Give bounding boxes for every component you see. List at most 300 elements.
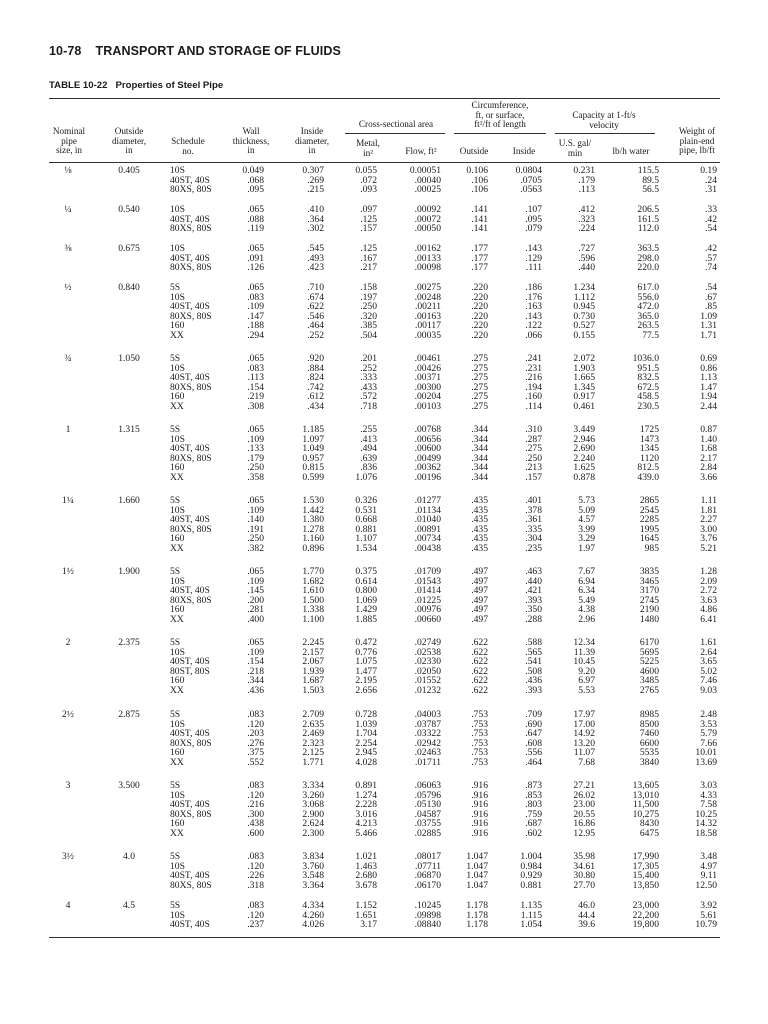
flow-area-value: .00092 xyxy=(414,204,441,215)
wall-thickness-value: .145 xyxy=(247,585,264,596)
circumference-outside-value: .141 xyxy=(471,223,488,234)
header-metal-area: Metal, in² xyxy=(356,138,380,158)
us-gal-min-value: 44.4 xyxy=(578,909,595,921)
flow-area-value: .05796 xyxy=(414,789,441,801)
circumference-inside-value: .873 xyxy=(525,780,542,791)
inside-diameter-value: 3.068 xyxy=(302,799,324,810)
inside-diameter-value: 1.100 xyxy=(302,613,324,625)
circumference-inside-column xyxy=(490,567,542,624)
outside-diameter: 1.050 xyxy=(118,353,140,364)
wall-thickness-column xyxy=(209,567,264,624)
circumference-inside-value: .393 xyxy=(525,684,542,696)
circumference-inside-value: .602 xyxy=(525,827,542,839)
circumference-outside-value: .275 xyxy=(471,381,488,393)
schedule-value: 40ST, 40S xyxy=(170,252,210,264)
inside-diameter-value: 1.278 xyxy=(302,523,324,535)
circumference-inside-value: .186 xyxy=(525,282,542,293)
flow-area-value: .00248 xyxy=(414,291,441,303)
wall-thickness-value: .294 xyxy=(247,329,264,341)
schedule-value: 5S xyxy=(170,780,181,791)
inside-diameter-value: 1.185 xyxy=(302,424,324,435)
lb-h-water-column xyxy=(606,781,659,838)
metal-area-value: .097 xyxy=(360,204,377,215)
schedule-value: 10S xyxy=(170,575,185,587)
inside-diameter-value: 2.323 xyxy=(302,737,324,749)
metal-area-value: .158 xyxy=(360,282,377,293)
inside-diameter-value: 1.771 xyxy=(302,756,324,768)
wall-thickness-value: .382 xyxy=(247,542,264,554)
us-gal-min-value: 4.57 xyxy=(578,514,595,525)
circumference-inside-value: .107 xyxy=(525,204,542,215)
metal-area-column xyxy=(328,567,377,624)
nominal-size: 2½ xyxy=(62,709,74,720)
schedule-value: XX xyxy=(170,471,184,483)
lb-h-water-value: 17,305 xyxy=(632,860,659,872)
wall-thickness-value: .120 xyxy=(247,789,264,801)
flow-area-value: .01134 xyxy=(414,504,441,516)
lb-h-water-value: 2545 xyxy=(639,504,659,516)
flow-area-column xyxy=(381,781,441,838)
flow-area-value: .00072 xyxy=(414,213,441,225)
inside-diameter-value: 1.770 xyxy=(302,566,324,577)
circumference-inside-value: .235 xyxy=(525,542,542,554)
nominal-size: 1¼ xyxy=(62,495,74,506)
schedule-value: 5S xyxy=(170,353,181,364)
schedule-value: 40ST, 40S xyxy=(170,372,210,383)
outside-diameter: 1.660 xyxy=(118,495,140,506)
circumference-outside-value: .497 xyxy=(471,604,488,615)
inside-diameter-value: 3.260 xyxy=(302,789,324,801)
metal-area-value: 2.195 xyxy=(355,675,377,686)
us-gal-min-value: .113 xyxy=(578,184,595,195)
circumference-outside-value: .141 xyxy=(471,204,488,215)
lb-h-water-value: 1473 xyxy=(639,433,659,445)
circumference-inside-value: .066 xyxy=(525,329,542,341)
circumference-outside-value: .753 xyxy=(471,728,488,739)
us-gal-min-value: 1.665 xyxy=(573,372,595,383)
flow-area-value: .00204 xyxy=(414,391,441,402)
weight-value: .54 xyxy=(705,282,717,293)
lb-h-water-value: 5535 xyxy=(639,747,659,758)
circumference-outside-value: .344 xyxy=(471,443,488,454)
weight-value: 1.61 xyxy=(700,637,717,648)
inside-diameter-value: .493 xyxy=(307,252,324,264)
flow-area-column xyxy=(381,425,441,482)
metal-area-value: .504 xyxy=(360,329,377,341)
inside-diameter-column xyxy=(273,283,324,340)
weight-value: 1.47 xyxy=(700,381,717,393)
metal-area-value: .718 xyxy=(360,400,377,412)
us-gal-min-value: 1.625 xyxy=(573,462,595,473)
metal-area-column xyxy=(328,852,377,890)
us-gal-min-value: 0.527 xyxy=(573,320,595,331)
wall-thickness-value: .095 xyxy=(247,184,264,195)
us-gal-min-value: 12.34 xyxy=(573,637,595,648)
circumference-outside-value: .916 xyxy=(471,799,488,810)
header-wall-thickness: Wall thickness, in xyxy=(232,126,270,156)
circumference-outside-value: .916 xyxy=(471,818,488,829)
wall-thickness-value: .109 xyxy=(247,504,264,516)
lb-h-water-column xyxy=(606,205,659,234)
us-gal-min-value: 5.49 xyxy=(578,594,595,606)
inside-diameter-value: 2.157 xyxy=(302,646,324,658)
us-gal-min-value: 11.39 xyxy=(573,646,595,658)
wall-thickness-value: .308 xyxy=(247,400,264,412)
us-gal-min-value: 9.20 xyxy=(578,665,595,677)
schedule-value: 160 xyxy=(170,462,185,473)
schedule-value: 10S xyxy=(170,646,185,658)
inside-diameter-value: 1.682 xyxy=(302,575,324,587)
weight-column xyxy=(671,244,717,273)
weight-value: 4.86 xyxy=(700,604,717,615)
circumference-outside-value: .916 xyxy=(471,780,488,791)
circumference-inside-value: .122 xyxy=(525,320,542,331)
circumference-outside-column xyxy=(446,425,488,482)
circumference-outside-value: .220 xyxy=(471,301,488,312)
lb-h-water-value: 6600 xyxy=(639,737,659,749)
circumference-outside-value: .435 xyxy=(471,504,488,516)
inside-diameter-value: 1.380 xyxy=(302,514,324,525)
header-circumference: Circumference, ft, or surface, ft²/ft of length xyxy=(471,100,529,130)
inside-diameter-column xyxy=(273,244,324,273)
circumference-outside-column xyxy=(446,638,488,695)
wall-thickness-value: .203 xyxy=(247,728,264,739)
outside-diameter: 0.840 xyxy=(118,282,140,293)
circumference-outside-value: 1.178 xyxy=(466,919,488,930)
outside-diameter: 4.5 xyxy=(123,900,135,911)
us-gal-min-value: 16.86 xyxy=(573,818,595,829)
wall-thickness-value: .300 xyxy=(247,808,264,820)
schedule-value: 160 xyxy=(170,747,185,758)
inside-diameter-value: 1.939 xyxy=(302,665,324,677)
flow-area-value: .01709 xyxy=(414,566,441,577)
inside-diameter-value: 1.442 xyxy=(302,504,324,516)
metal-area-value: 1.107 xyxy=(355,533,377,544)
weight-value: 2.17 xyxy=(700,452,717,464)
lb-h-water-value: 5695 xyxy=(639,646,659,658)
metal-area-value: 2.945 xyxy=(355,747,377,758)
circumference-inside-column xyxy=(490,425,542,482)
flow-area-value: .00196 xyxy=(414,471,441,483)
schedule-value: 40ST, 40S xyxy=(170,213,210,225)
metal-area-value: .433 xyxy=(360,381,377,393)
flow-area-value: .00660 xyxy=(414,613,441,625)
metal-area-value: .494 xyxy=(360,443,377,454)
us-gal-min-value: 10.45 xyxy=(573,656,595,667)
lb-h-water-column xyxy=(606,283,659,340)
circumference-inside-value: .378 xyxy=(525,504,542,516)
weight-value: 1.31 xyxy=(700,320,717,331)
metal-area-value: .072 xyxy=(360,174,377,186)
us-gal-min-value: 0.878 xyxy=(573,471,595,483)
nominal-size: 3½ xyxy=(62,851,74,862)
schedule-value: 80XS, 80S xyxy=(170,808,212,820)
outside-diameter: 2.375 xyxy=(118,637,140,648)
circumference-outside-value: .753 xyxy=(471,756,488,768)
lb-h-water-value: 230.5 xyxy=(637,400,659,412)
weight-value: 3.53 xyxy=(700,718,717,730)
inside-diameter-value: 3.834 xyxy=(302,851,324,862)
schedule-value: 80XS, 80S xyxy=(170,523,212,535)
us-gal-min-value: 7.68 xyxy=(578,756,595,768)
weight-value: 12.50 xyxy=(695,879,717,891)
table-number: TABLE 10-22 xyxy=(49,80,108,91)
us-gal-min-value: 3.449 xyxy=(573,424,595,435)
inside-diameter-value: .824 xyxy=(307,372,324,383)
circumference-outside-value: .435 xyxy=(471,533,488,544)
metal-area-column xyxy=(328,638,377,695)
circumference-inside-value: .114 xyxy=(525,400,542,412)
flow-area-value: .06870 xyxy=(414,870,441,881)
metal-area-value: 0.728 xyxy=(355,709,377,720)
circumference-inside-value: .464 xyxy=(525,756,542,768)
us-gal-min-value: 0.155 xyxy=(573,329,595,341)
header-lb-h-water: lb/h water xyxy=(612,146,650,156)
flow-area-value: .02538 xyxy=(414,646,441,658)
us-gal-min-value: 30.80 xyxy=(573,870,595,881)
circumference-inside-column xyxy=(490,354,542,411)
weight-value: .67 xyxy=(705,291,717,303)
schedule-value: 160 xyxy=(170,675,185,686)
wall-thickness-value: .226 xyxy=(247,870,264,881)
lb-h-water-value: 1995 xyxy=(639,523,659,535)
wall-thickness-column xyxy=(209,425,264,482)
wall-thickness-value: .126 xyxy=(247,262,264,273)
metal-area-value: 2.254 xyxy=(355,737,377,749)
metal-area-value: 0.776 xyxy=(355,646,377,658)
circumference-inside-value: .275 xyxy=(525,443,542,454)
schedule-value: 40ST, 40S xyxy=(170,919,210,930)
flow-area-value: .08840 xyxy=(414,919,441,930)
us-gal-min-value: 20.55 xyxy=(573,808,595,820)
lb-h-water-value: 458.5 xyxy=(637,391,659,402)
us-gal-min-value: 17.97 xyxy=(573,709,595,720)
us-gal-min-column xyxy=(545,638,595,695)
nominal-size: ½ xyxy=(64,282,72,293)
lb-h-water-value: 89.5 xyxy=(642,174,659,186)
schedule-value: 160 xyxy=(170,533,185,544)
flow-area-column xyxy=(381,901,441,930)
wall-thickness-column xyxy=(209,166,264,195)
outside-diameter: 0.540 xyxy=(118,204,140,215)
flow-area-value: .00098 xyxy=(414,262,441,273)
circumference-outside-column xyxy=(446,283,488,340)
table-caption xyxy=(49,80,223,91)
us-gal-min-column xyxy=(545,425,595,482)
circumference-outside-value: 1.178 xyxy=(466,909,488,921)
weight-value: 9.03 xyxy=(700,684,717,696)
schedule-value: 5S xyxy=(170,495,181,506)
wall-thickness-value: .133 xyxy=(247,443,264,454)
circumference-inside-column xyxy=(490,496,542,553)
circumference-inside-value: .401 xyxy=(525,495,542,506)
weight-value: 1.94 xyxy=(700,391,717,402)
wall-thickness-value: .109 xyxy=(247,575,264,587)
metal-area-value: .250 xyxy=(360,301,377,312)
circumference-inside-value: .216 xyxy=(525,372,542,383)
weight-value: 2.27 xyxy=(700,514,717,525)
weight-value: 1.40 xyxy=(700,433,717,445)
circumference-inside-column xyxy=(490,781,542,838)
us-gal-min-value: 0.917 xyxy=(573,391,595,402)
schedule-value: 40ST, 40S xyxy=(170,656,210,667)
weight-value: 3.65 xyxy=(700,656,717,667)
flow-area-value: .02463 xyxy=(414,747,441,758)
circumference-outside-value: .275 xyxy=(471,400,488,412)
weight-value: 5.02 xyxy=(700,665,717,677)
inside-diameter-value: 4.026 xyxy=(302,919,324,930)
schedule-value: 80XS, 80S xyxy=(170,262,212,273)
wall-thickness-value: .065 xyxy=(247,566,264,577)
weight-value: 5.21 xyxy=(700,542,717,554)
schedule-value: 80XS, 80S xyxy=(170,737,212,749)
wall-thickness-value: .237 xyxy=(247,919,264,930)
wall-thickness-value: .188 xyxy=(247,320,264,331)
flow-area-value: .04003 xyxy=(414,709,441,720)
lb-h-water-value: 6475 xyxy=(639,827,659,839)
lb-h-water-value: 298.0 xyxy=(637,252,659,264)
metal-area-value: .157 xyxy=(360,223,377,234)
inside-diameter-value: .364 xyxy=(307,213,324,225)
circumference-outside-value: .916 xyxy=(471,827,488,839)
wall-thickness-value: .083 xyxy=(247,291,264,303)
schedule-value: 40ST, 40S xyxy=(170,799,210,810)
circumference-inside-value: .213 xyxy=(525,462,542,473)
schedule-value: 5S xyxy=(170,851,181,862)
metal-area-value: 1.704 xyxy=(355,728,377,739)
lb-h-water-value: 5225 xyxy=(639,656,659,667)
inside-diameter-column xyxy=(273,781,324,838)
circumference-inside-value: .588 xyxy=(525,637,542,648)
wall-thickness-value: .140 xyxy=(247,514,264,525)
metal-area-column xyxy=(328,425,377,482)
circumference-outside-column xyxy=(446,901,488,930)
flow-area-value: .06170 xyxy=(414,879,441,891)
us-gal-min-value: 0.730 xyxy=(573,310,595,322)
schedule-value: 10S xyxy=(170,204,185,215)
lb-h-water-value: 19,800 xyxy=(632,919,659,930)
weight-value: 18.58 xyxy=(695,827,717,839)
lb-h-water-value: 617.0 xyxy=(637,282,659,293)
wall-thickness-value: 0.049 xyxy=(242,165,264,176)
flow-area-column xyxy=(381,283,441,340)
flow-area-value: .00040 xyxy=(414,174,441,186)
inside-diameter-value: .302 xyxy=(307,223,324,234)
flow-area-value: .00734 xyxy=(414,533,441,544)
wall-thickness-value: .400 xyxy=(247,613,264,625)
capacity-rule xyxy=(555,133,655,134)
schedule-value: 80XS, 80S xyxy=(170,381,212,393)
circumference-outside-value: .220 xyxy=(471,329,488,341)
flow-area-value: .00656 xyxy=(414,433,441,445)
circumference-outside-value: .753 xyxy=(471,747,488,758)
circumference-inside-value: .0705 xyxy=(520,174,542,186)
us-gal-min-column xyxy=(545,781,595,838)
metal-area-value: 0.614 xyxy=(355,575,377,587)
wall-thickness-value: .083 xyxy=(247,900,264,911)
weight-value: 3.63 xyxy=(700,594,717,606)
flow-area-value: .00768 xyxy=(414,424,441,435)
circumference-outside-value: .220 xyxy=(471,320,488,331)
lb-h-water-value: 7460 xyxy=(639,728,659,739)
metal-area-column xyxy=(328,354,377,411)
wall-thickness-value: .552 xyxy=(247,756,264,768)
nominal-size: 3 xyxy=(65,780,71,791)
header-circumference-inside: Inside xyxy=(512,146,536,156)
schedule-value: 10S xyxy=(170,860,185,872)
lb-h-water-value: 115.5 xyxy=(637,165,659,176)
metal-area-value: 1.152 xyxy=(355,900,377,911)
flow-area-value: .00035 xyxy=(414,329,441,341)
us-gal-min-value: 34.61 xyxy=(573,860,595,872)
circumference-outside-value: .753 xyxy=(471,718,488,730)
flow-area-value: .00426 xyxy=(414,362,441,374)
circumference-outside-value: .344 xyxy=(471,433,488,445)
flow-area-value: .08017 xyxy=(414,851,441,862)
table-title: Properties of Steel Pipe xyxy=(115,80,224,91)
lb-h-water-column xyxy=(606,496,659,553)
metal-area-column xyxy=(328,166,377,195)
circumference-inside-value: .421 xyxy=(525,585,542,596)
inside-diameter-column xyxy=(273,205,324,234)
flow-area-value: .09898 xyxy=(414,909,441,921)
metal-area-value: 2.228 xyxy=(355,799,377,810)
weight-value: 2.64 xyxy=(700,646,717,658)
us-gal-min-value: 1.903 xyxy=(573,362,595,374)
circumference-inside-value: .393 xyxy=(525,594,542,606)
flow-area-value: .00891 xyxy=(414,523,441,535)
us-gal-min-value: 23.00 xyxy=(573,799,595,810)
metal-area-value: .836 xyxy=(360,462,377,473)
inside-diameter-value: 4.260 xyxy=(302,909,324,921)
circumference-inside-value: .436 xyxy=(525,675,542,686)
nominal-size: 1 xyxy=(65,424,71,435)
us-gal-min-value: 6.34 xyxy=(578,585,595,596)
wall-thickness-value: .250 xyxy=(247,533,264,544)
wall-thickness-value: .250 xyxy=(247,462,264,473)
lb-h-water-column xyxy=(606,567,659,624)
us-gal-min-value: 1.97 xyxy=(578,542,595,554)
circumference-inside-value: .241 xyxy=(525,353,542,364)
lb-h-water-value: 13,605 xyxy=(632,780,659,791)
wall-thickness-value: .216 xyxy=(247,799,264,810)
weight-column xyxy=(671,901,717,930)
us-gal-min-value: 14.92 xyxy=(573,728,595,739)
weight-value: 1.28 xyxy=(700,566,717,577)
weight-value: .42 xyxy=(705,213,717,225)
schedule-value: XX xyxy=(170,400,184,412)
inside-diameter-value: .622 xyxy=(307,301,324,312)
lb-h-water-value: 8985 xyxy=(639,709,659,720)
inside-diameter-value: 3.364 xyxy=(302,879,324,891)
inside-diameter-column xyxy=(273,354,324,411)
circumference-outside-value: .497 xyxy=(471,594,488,606)
circumference-inside-value: .350 xyxy=(525,604,542,615)
us-gal-min-column xyxy=(545,166,595,195)
lb-h-water-value: 8500 xyxy=(639,718,659,730)
us-gal-min-value: 11.07 xyxy=(573,747,595,758)
weight-value: 3.76 xyxy=(700,533,717,544)
metal-area-value: .167 xyxy=(360,252,377,264)
schedule-value: 80XS, 80S xyxy=(170,184,212,195)
circumference-outside-column xyxy=(446,205,488,234)
us-gal-min-value: 3.29 xyxy=(578,533,595,544)
flow-area-value: .01414 xyxy=(414,585,441,596)
flow-area-value: .00162 xyxy=(414,243,441,254)
weight-value: 2.72 xyxy=(700,585,717,596)
wall-thickness-value: .154 xyxy=(247,656,264,667)
metal-area-value: 0.472 xyxy=(355,637,377,648)
